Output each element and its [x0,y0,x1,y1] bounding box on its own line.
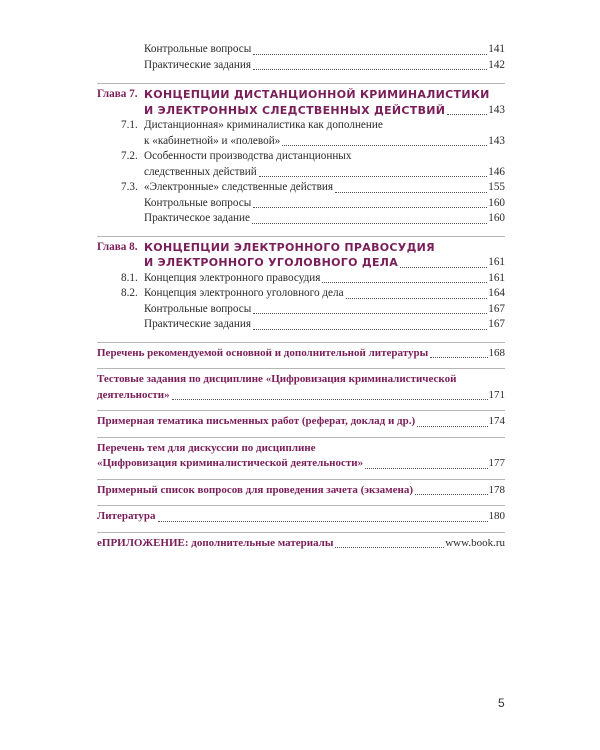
chapter-7-heading[interactable]: Глава 7. КОНЦЕПЦИИ ДИСТАНЦИОННОЙ КРИМИНАЛИСТИКИ И ЭЛЕКТРОННЫХ СЛЕДСТВЕННЫХ ДЕЙСТВИЙ 143 [97,88,505,117]
table-of-contents [97,42,505,551]
page-number: 5 [498,696,505,710]
chapter-8-heading[interactable]: Глава 8. КОНЦЕПЦИИ ЭЛЕКТРОННОГО ПРАВОСУДИЯ И ЭЛЕКТРОННОГО УГОЛОВНОГО ДЕЛА 161 [97,240,505,269]
toc-section-7-2[interactable]: 7.2. Особенности производства дистанционных следственных действий 146 [121,150,505,178]
toc-entry[interactable]: Контрольные вопросы 141 [144,43,505,55]
toc-entry[interactable]: Практическое задание 160 [144,212,505,224]
toc-entry[interactable]: Практические задания 167 [144,318,505,330]
toc-discussion[interactable]: Перечень тем для дискуссии по дисциплине «Цифровизация криминалистической деятельности» 177 [97,441,505,469]
toc-entry[interactable]: Контрольные вопросы 167 [144,302,505,315]
toc-section-8-2[interactable]: 8.2. Концепция электронного уголовного дела 164 [121,287,505,299]
toc-section-7-3[interactable]: 7.3. «Электронные» следственные действия 155 [121,181,505,193]
toc-section-7-1[interactable]: 7.1. Дистанционная» криминалистика как дополнение к «кабинетной» и «полевой» 143 [121,119,505,147]
chapter-label: Глава 7. [97,88,138,100]
toc-written-works[interactable]: Примерная тематика письменных работ (реферат, доклад и др.) 174 [97,415,505,427]
toc-literature[interactable]: Литература 180 [97,510,505,522]
toc-section-8-1[interactable]: 8.1. Концепция электронного правосудия 161 [121,271,505,284]
toc-literature-list[interactable]: Перечень рекомендуемой основной и дополнительной литературы 168 [97,346,505,359]
chapter-label: Глава 8. [97,240,138,253]
toc-tests[interactable]: Тестовые задания по дисциплине «Цифровизация криминалистической деятельности» 171 [97,373,505,401]
toc-entry[interactable]: Контрольные вопросы 160 [144,196,505,209]
toc-appendix[interactable]: еПРИЛОЖЕНИЕ: дополнительные материалы www.book.ru [97,536,505,549]
toc-entry[interactable]: Практические задания 142 [144,58,505,71]
toc-exam-questions[interactable]: Примерный список вопросов для проведения зачета (экзамена) 178 [97,483,505,496]
